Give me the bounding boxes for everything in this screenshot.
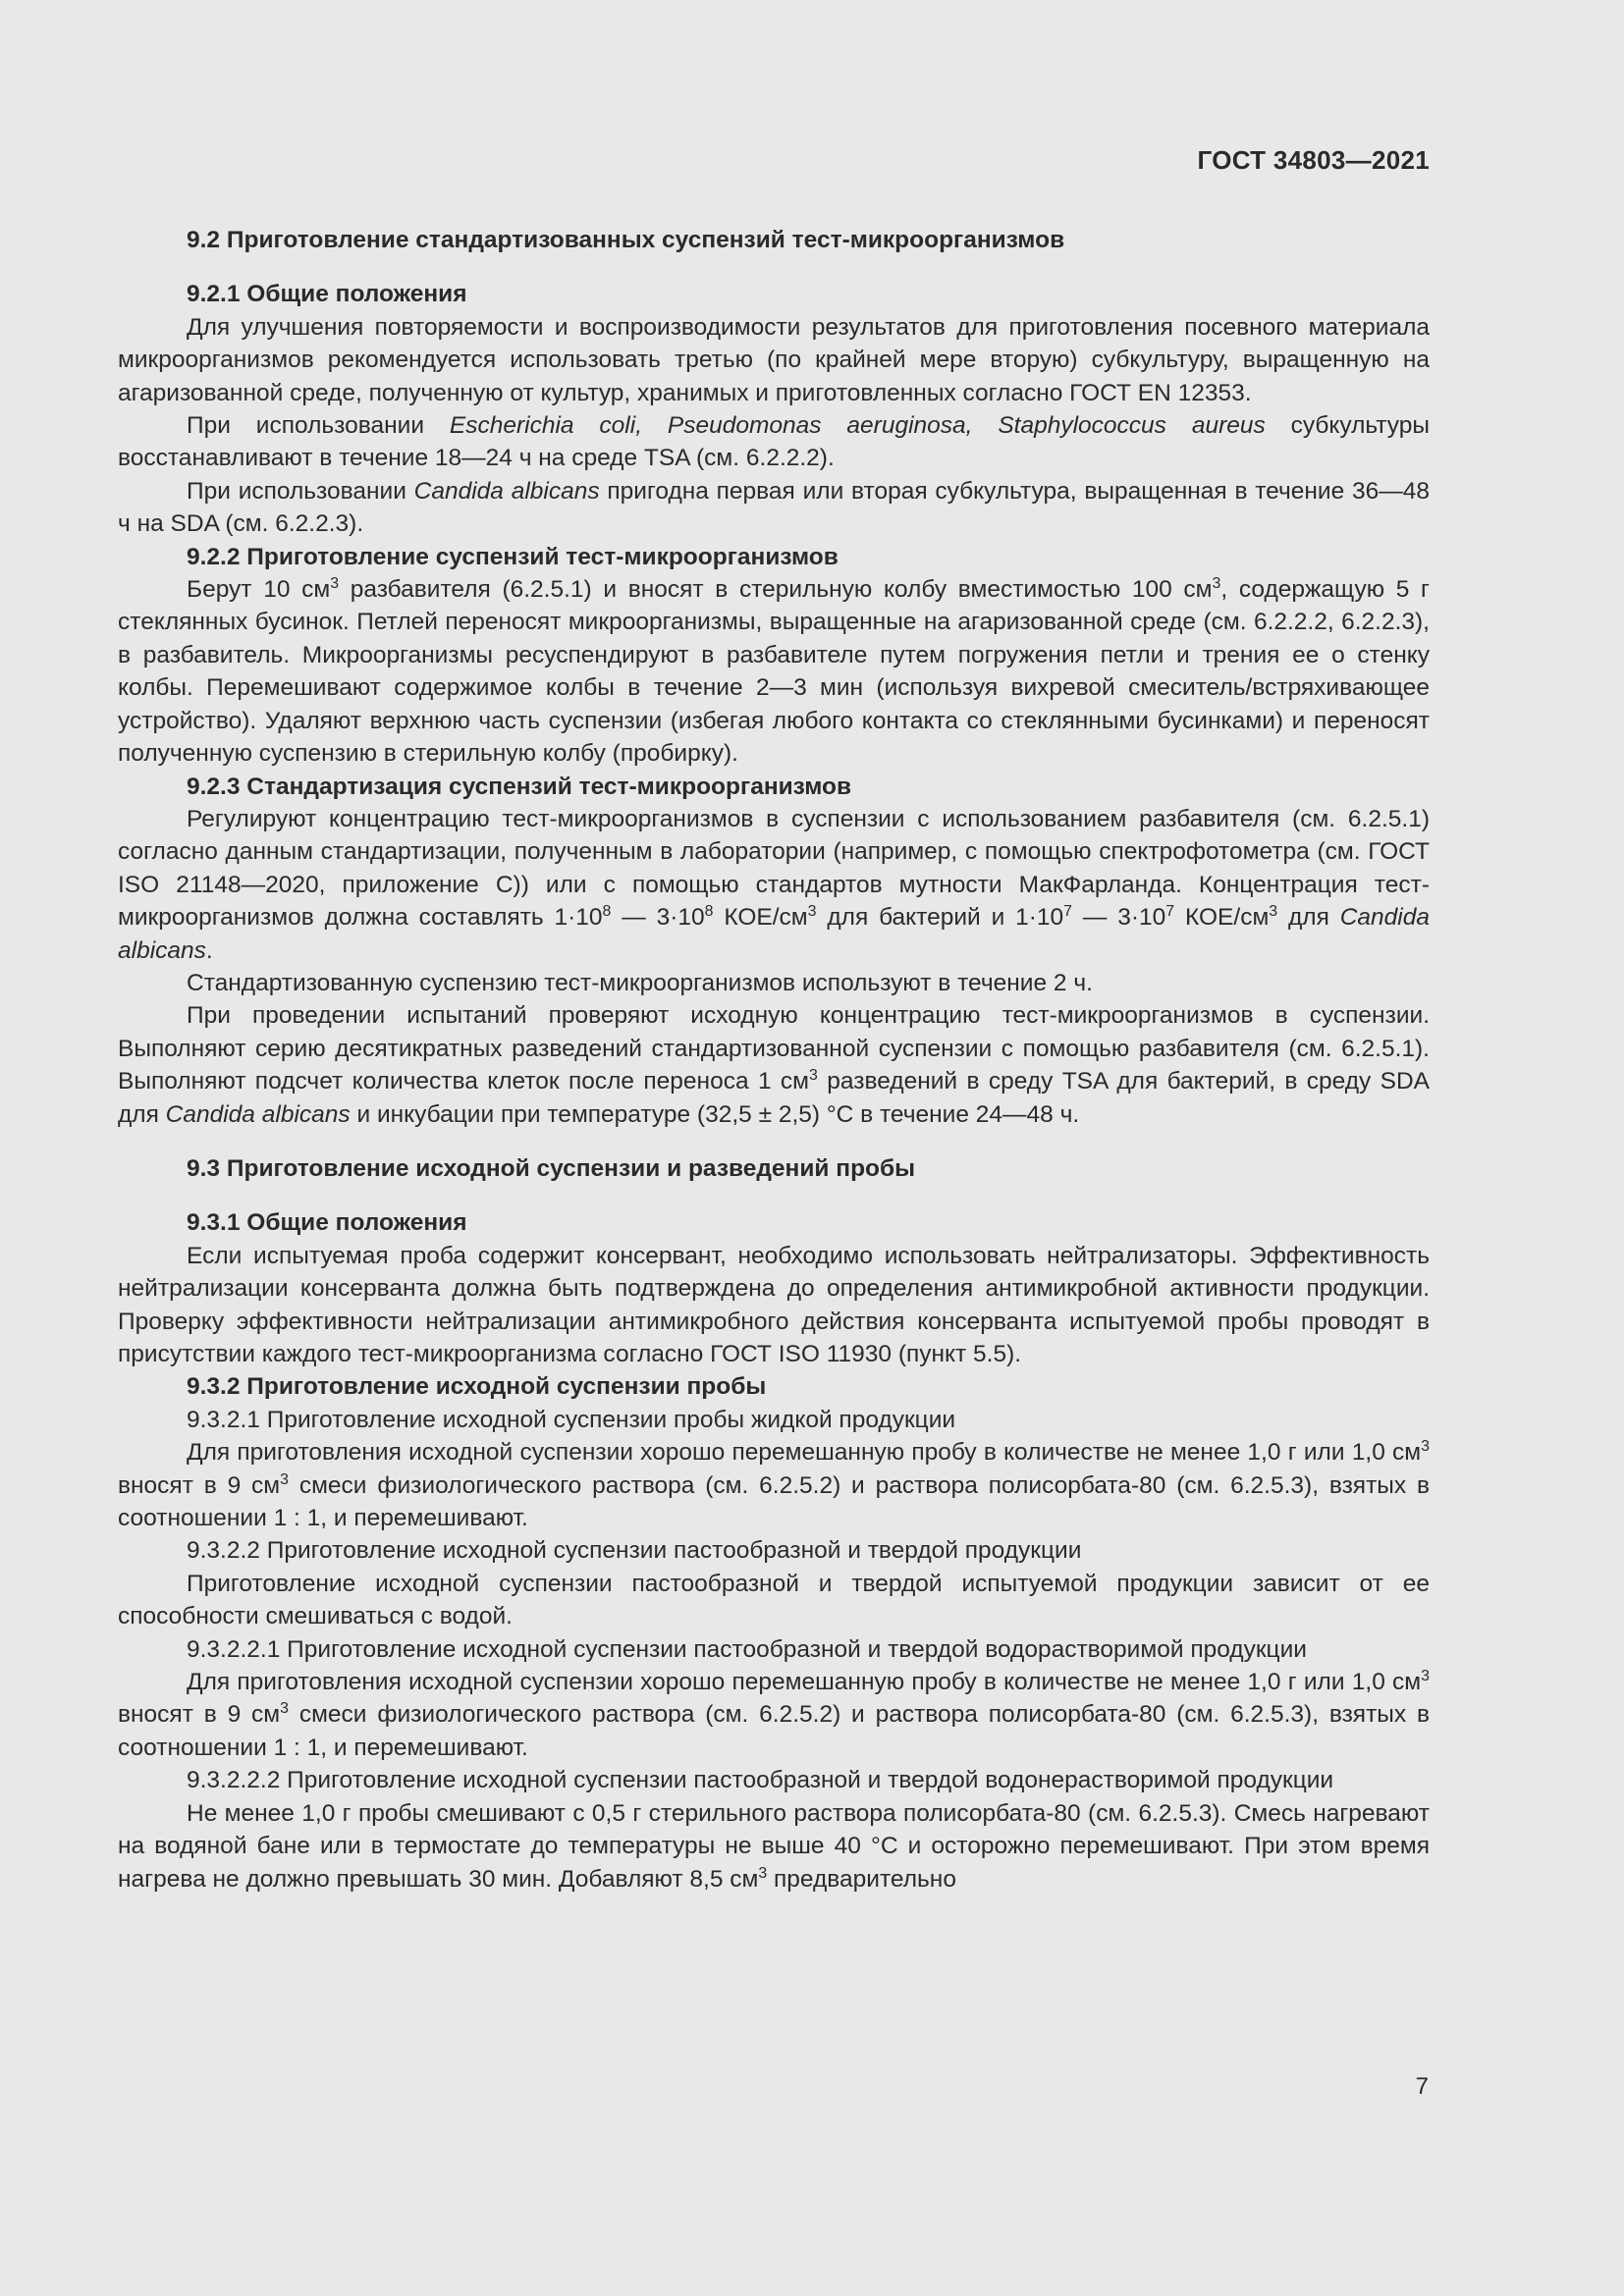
text-run: вносят в 9 см xyxy=(118,1701,281,1729)
text-run: , содержащую 5 г стеклянных бусинок. Петлей переносят микроорганизмы, выращенные на агаризованной среде (см. 6.2.2.2, 6.2.2.3), в разбавитель. Микроорганизмы ресуспендируют в разбавителе путем погружения петли и трения ее о стенку колбы. Перемешивают содержимое колбы в течение 2—3 мин (используя вихревой смеситель/встряхивающее устройство). Удаляют верхнюю часть суспензии (избегая любого контакта со стеклянными бусинками) и переносят полученную суспензию в стерильную колбу (пробирку). xyxy=(118,576,1430,768)
text-run: смеси физиологического раствора (см. 6.2.5.2) и раствора полисорбата-80 (см. 6.2.5.3), взятых в соотношении 1 : 1, и перемешивают. xyxy=(118,1701,1430,1761)
document-code: ГОСТ 34803—2021 xyxy=(1197,145,1430,175)
superscript: 3 xyxy=(809,1067,818,1084)
text-run: 9.3 Приготовление исходной суспензии и разведений пробы xyxy=(187,1154,916,1182)
text-run: 9.2.3 Стандартизация суспензий тест-микроорганизмов xyxy=(187,773,852,800)
text-run: При использовании xyxy=(187,477,414,505)
page-number: 7 xyxy=(1415,2073,1429,2100)
text-run: 9.3.2.2.1 Приготовление исходной суспензии пастообразной и твердой водорастворимой продукции xyxy=(187,1635,1307,1663)
text-run: Не менее 1,0 г пробы смешивают с 0,5 г стерильного раствора полисорбата-80 (см. 6.2.5.3). Смесь нагревают на водяной бане или в термостате до температуры не выше 40 °С и осторожно перемешивают. При этом время нагрева не должно превышать 30 мин. Добавляют 8,5 см xyxy=(118,1799,1430,1893)
paragraph xyxy=(118,311,1430,409)
text-run: — 3·10 xyxy=(1072,904,1166,932)
text-run: 9.2.1 Общие положения xyxy=(187,281,467,308)
text-run: КОЕ/см xyxy=(713,904,808,932)
text-run: КОЕ/см xyxy=(1174,904,1270,932)
paragraph xyxy=(118,1534,1430,1567)
text-run: 9.2 Приготовление стандартизованных суспензий тест-микроорганизмов xyxy=(187,227,1065,253)
paragraph xyxy=(118,1764,1430,1796)
paragraph xyxy=(118,803,1430,967)
subsection-heading xyxy=(118,1206,1430,1239)
superscript: 3 xyxy=(758,1864,768,1882)
superscript: 3 xyxy=(1421,1438,1430,1456)
text-run: . xyxy=(205,936,213,964)
text-run: Приготовление исходной суспензии пастообразной и твердой испытуемой продукции зависит от ее способности смешиваться с водой. xyxy=(118,1570,1430,1630)
paragraph xyxy=(118,1797,1430,1896)
italic-text: Candida albicans xyxy=(118,904,1430,964)
text-run: Для приготовления исходной суспензии хорошо перемешанную пробу в количестве не менее 1,0 г или 1,0 см xyxy=(187,1439,1422,1467)
superscript: 3 xyxy=(330,574,340,592)
text-run: Регулируют концентрацию тест-микроорганизмов в суспензии с использованием разбавителя (см. 6.2.5.1) согласно данным стандартизации, полученным в лаборатории (например, с помощью спектрофотометра (см. ГОСТ ISO 21148—2020, приложение С)) или с помощью стандартов мутности МакФарланда. Концентрация тест-микроорганизмов должна составлять 1·10 xyxy=(118,805,1430,932)
text-run: разведений в среду TSA для бактерий, в среду SDA для xyxy=(118,1068,1431,1128)
document-body xyxy=(118,224,1430,1896)
italic-text: Escherichia coli, Pseudomonas aeruginosa, Staphylococcus aureus xyxy=(449,412,1266,440)
superscript: 3 xyxy=(807,902,817,920)
subsection-heading xyxy=(118,541,1430,573)
superscript: 3 xyxy=(1212,574,1221,592)
text-run: 9.3.2.1 Приготовление исходной суспензии пробы жидкой продукции xyxy=(187,1406,956,1433)
paragraph xyxy=(118,1666,1430,1764)
superscript: 7 xyxy=(1063,902,1073,920)
text-run: Для приготовления исходной суспензии хорошо перемешанную пробу в количестве не менее 1,0 г или 1,0 см xyxy=(187,1669,1422,1696)
text-run: для xyxy=(1277,904,1340,932)
text-run: При использовании xyxy=(187,412,450,440)
paragraph xyxy=(118,1633,1430,1666)
text-run: предварительно xyxy=(767,1865,956,1893)
paragraph xyxy=(118,967,1430,999)
text-run: 9.3.2.2.2 Приготовление исходной суспензии пастообразной и твердой водонерастворимой продукции xyxy=(187,1767,1334,1794)
section-heading xyxy=(118,224,1430,256)
text-run: разбавителя (6.2.5.1) и вносят в стерильную колбу вместимостью 100 см xyxy=(339,576,1213,604)
text-run: и инкубации при температуре (32,5 ± 2,5) °С в течение 24—48 ч. xyxy=(350,1100,1080,1128)
paragraph xyxy=(118,475,1430,541)
text-run: Берут 10 см xyxy=(187,576,331,604)
paragraph xyxy=(118,409,1430,475)
superscript: 3 xyxy=(1421,1667,1430,1684)
subsection-heading xyxy=(118,1370,1430,1403)
text-run: пригодна первая или вторая субкультура, выращенная в течение 36—48 ч на SDA (см. 6.2.2.3). xyxy=(118,477,1430,538)
text-run: для бактерий и 1·10 xyxy=(816,904,1064,932)
paragraph xyxy=(118,1240,1430,1371)
paragraph xyxy=(118,573,1430,770)
text-run: — 3·10 xyxy=(611,904,705,932)
text-run: вносят в 9 см xyxy=(118,1471,281,1499)
subsection-heading xyxy=(118,278,1430,310)
italic-text: Candida albicans xyxy=(165,1100,351,1128)
text-run: 9.3.2 Приготовление исходной суспензии пробы xyxy=(187,1373,767,1401)
superscript: 8 xyxy=(704,902,714,920)
subsection-heading xyxy=(118,771,1430,803)
superscript: 3 xyxy=(280,1700,289,1718)
text-run: При проведении испытаний проверяют исходную концентрацию тест-микроорганизмов в суспензии. Выполняют серию десятикратных разведений стандартизованной суспензии с помощью разбавителя (см. 6.2.5.1). Выполняют подсчет количества клеток после переноса 1 см xyxy=(118,1002,1430,1095)
superscript: 3 xyxy=(1269,902,1278,920)
superscript: 3 xyxy=(280,1470,289,1488)
text-run: Стандартизованную суспензию тест-микроорганизмов используют в течение 2 ч. xyxy=(187,969,1093,996)
text-run: 9.3.1 Общие положения xyxy=(187,1209,467,1237)
text-run: 9.3.2.2 Приготовление исходной суспензии пастообразной и твердой продукции xyxy=(187,1537,1082,1565)
paragraph xyxy=(118,1568,1430,1633)
superscript: 7 xyxy=(1165,902,1175,920)
text-run: субкультуры восстанавливают в течение 18—24 ч на среде TSA (см. 6.2.2.2). xyxy=(118,412,1430,472)
superscript: 8 xyxy=(602,902,612,920)
text-run: смеси физиологического раствора (см. 6.2.5.2) и раствора полисорбата-80 (см. 6.2.5.3), взятых в соотношении 1 : 1, и перемешивают. xyxy=(118,1471,1430,1532)
text-run: 9.2.2 Приготовление суспензий тест-микроорганизмов xyxy=(187,543,839,570)
paragraph xyxy=(118,1404,1430,1436)
italic-text: Candida albicans xyxy=(413,477,600,505)
paragraph xyxy=(118,999,1430,1131)
section-heading xyxy=(118,1152,1430,1185)
text-run: Если испытуемая проба содержит консервант, необходимо использовать нейтрализаторы. Эффективность нейтрализации консерванта должна быть подтверждена до определения антимикробной активности продукции. Проверку эффективности нейтрализации антимикробного действия консерванта испытуемой пробы проводят в присутствии каждого тест-микроорганизма согласно ГОСТ ISO 11930 (пункт 5.5). xyxy=(118,1242,1430,1367)
paragraph xyxy=(118,1436,1430,1534)
text-run: Для улучшения повторяемости и воспроизводимости результатов для приготовления посевного материала микроорганизмов рекомендуется использовать третью (по крайней мере вторую) субкультуру, выращенную на агаризованной среде, полученную от культур, хранимых и приготовленных согласно ГОСТ EN 12353. xyxy=(118,313,1430,406)
